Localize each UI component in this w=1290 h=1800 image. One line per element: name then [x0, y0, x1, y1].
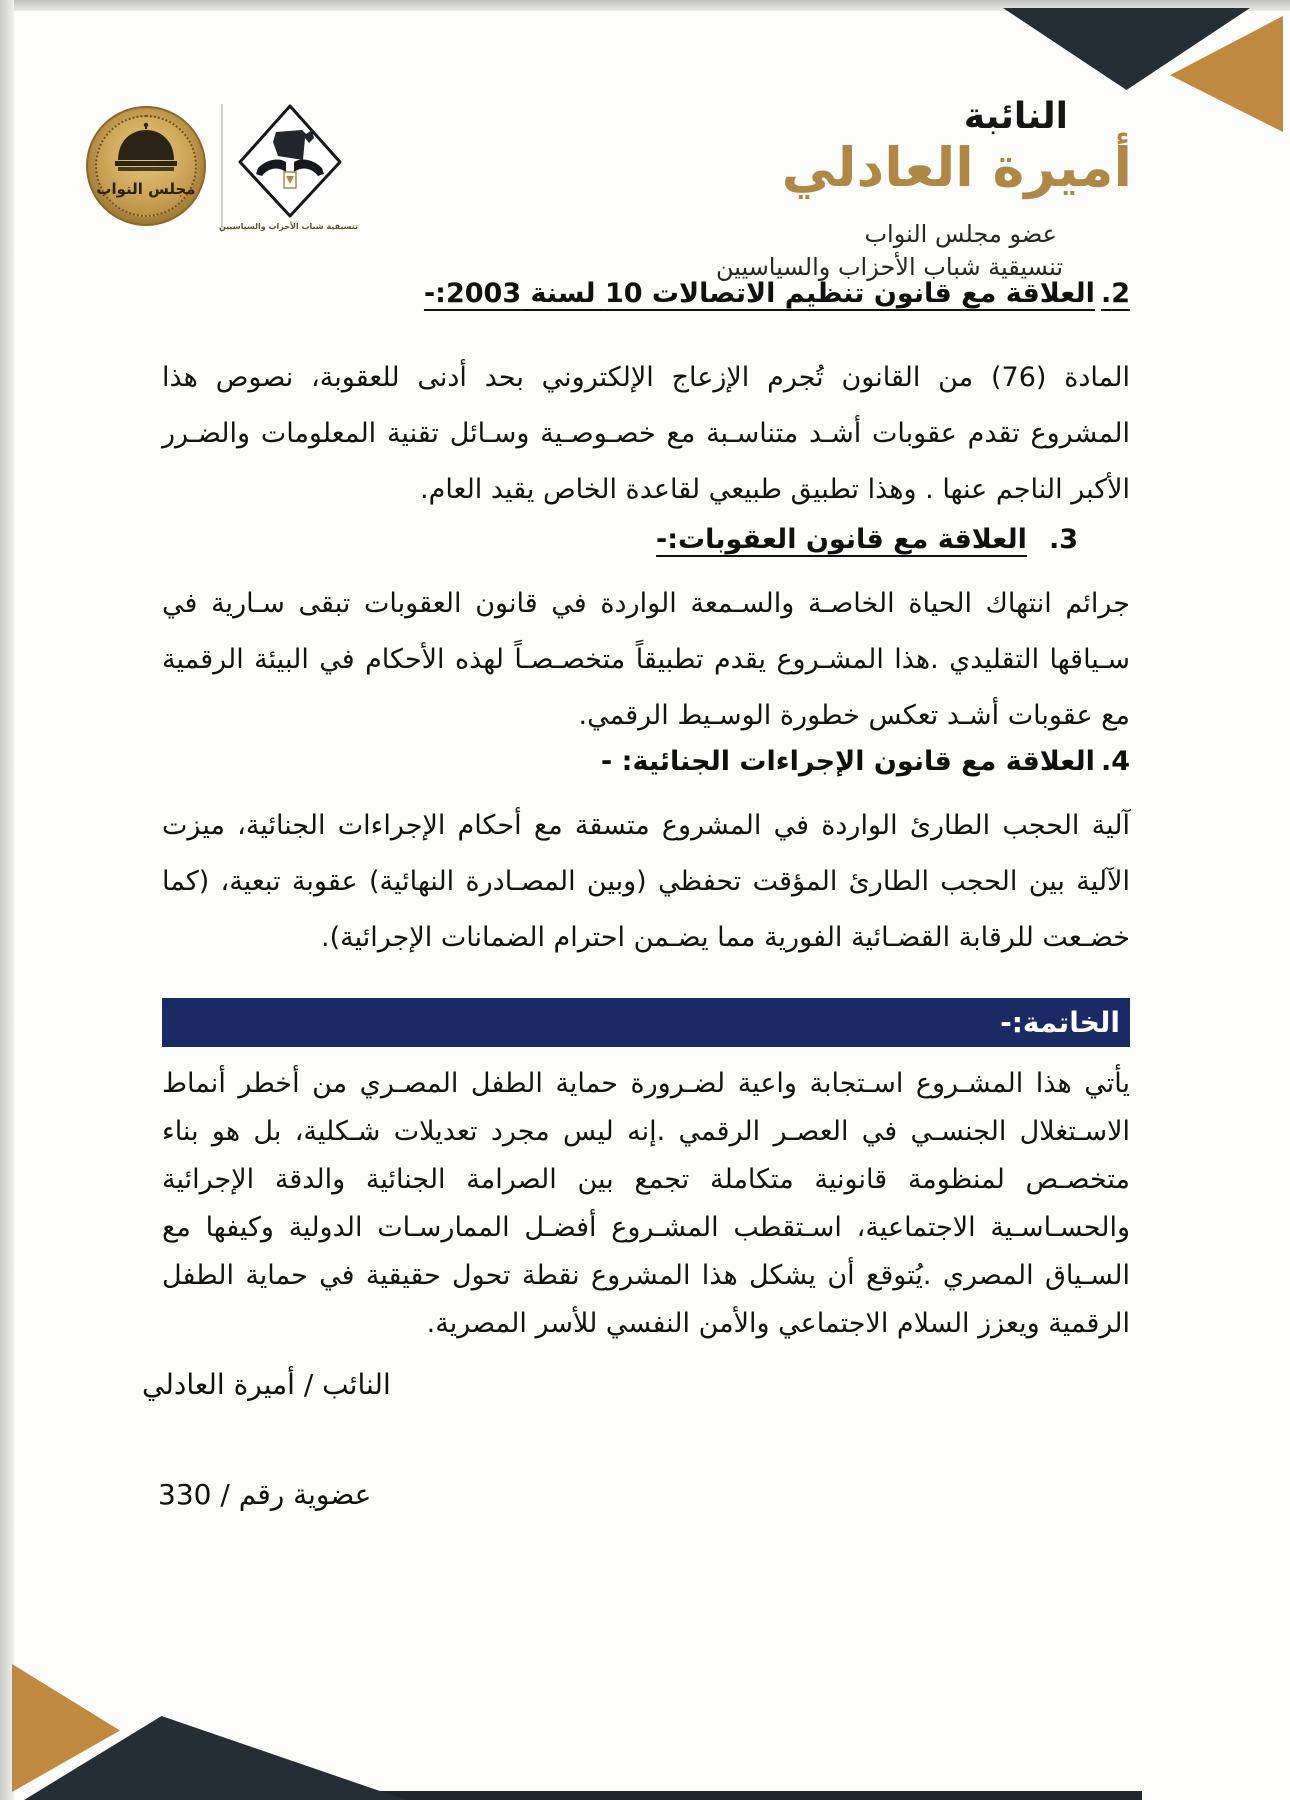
parliament-dome-icon: [109, 120, 183, 180]
membership-number: عضوية رقم / 330: [158, 1478, 372, 1511]
section-2-number: 2.: [1100, 278, 1130, 309]
header-title: النائبة: [963, 96, 1068, 137]
section-2-paragraph: المادة (76) من القانون تُجرم الإزعاج الإلكتروني بحد أدنى للعقوبة، نصوص هذا المشروع تقدم عقوبات أشـد متناسـبة مع خصـوصـية وسـائل تقنية المعلومات والضـرر الأكبر الناجم عنها . وهذا تطبيق طبيعي لقاعدة الخاص يقيد العام.: [162, 362, 1130, 505]
section-4-heading: [162, 746, 1130, 777]
section-4-number: 4.: [1100, 746, 1130, 777]
header-name: أميرة العادلي: [781, 136, 1132, 199]
conclusion-paragraph: يأتي هذا المشـروع اسـتجابة واعية لضـرورة حماية الطفل المصـري من أخطر أنماط الاسـتغلال الجنسـي في العصـر الرقمي .إنه ليس مجرد تعديلات شـكلية، بل هو بناء متخصـص لمنظومة قانونية متكاملة تجمع بين الصرامة الجنائية والدقة الإجرائية والحسـاسـية الاجتماعية، اسـتقطب المشـروع أفضـل الممارسـات الدولية وكيفها مع السـياق المصري .يُتوقع أن يشكل هذا المشروع نقطة تحول حقيقية في حماية الطفل الرقمية ويعزز السلام الاجتماعي والأمن النفسي للأسر المصرية.: [162, 1068, 1130, 1339]
parliament-logo-label: مجلس النواب: [96, 180, 196, 198]
section-3-title: العلاقة مع قانون العقوبات:-: [656, 524, 1027, 555]
parliament-logo: [86, 106, 206, 226]
signature-name: النائب / أميرة العادلي: [142, 1368, 391, 1401]
section-3-paragraph: جرائم انتهاك الحياة الخاصـة والسـمعة الواردة في قانون العقوبات تبقى سـارية في سـياقها التقليدي .هذا المشـروع يقدم تطبيقاً متخصـصـاً لهذه الأحكام في البيئة الرقمية مع عقوبات أشـد تعكس خطورة الوسـيط الرقمي.: [162, 588, 1130, 731]
header-subtitle-1: عضو مجلس النواب: [864, 220, 1057, 248]
section-2-title: العلاقة مع قانون تنظيم الاتصالات 10 لسنة 2003:-: [423, 278, 1095, 309]
section-4-paragraph: آلية الحجب الطارئ الواردة في المشروع متسقة مع أحكام الإجراءات الجنائية، ميزت الآلية بين الحجب الطارئ المؤقت تحفظي (وبين المصـادرة النهائية) عقوبة تبعية، (كما خضـعت للرقابة القضـائية الفورية مما يضـمن احترام الضمانات الإجرائية).: [162, 810, 1130, 953]
coordination-logo-label: تنسيقية شباب الأحزاب والسياسيين: [218, 222, 358, 231]
conclusion-banner: الخاتمة:-: [162, 998, 1130, 1047]
diamond-outline: [240, 106, 340, 216]
section-4-title: العلاقة مع قانون الإجراءات الجنائية: -: [601, 746, 1095, 777]
coordination-logo: [218, 102, 358, 236]
section-2-heading: [162, 278, 1130, 309]
logo-divider: [221, 104, 223, 232]
header-subtitle-2: تنسيقية شباب الأحزاب والسياسيين: [715, 253, 1063, 281]
coordination-logo-graphic: [236, 102, 344, 222]
section-3-heading: [162, 524, 1130, 555]
section-3-number: 3.: [1048, 524, 1078, 555]
photo-edge-left: [0, 0, 14, 1800]
